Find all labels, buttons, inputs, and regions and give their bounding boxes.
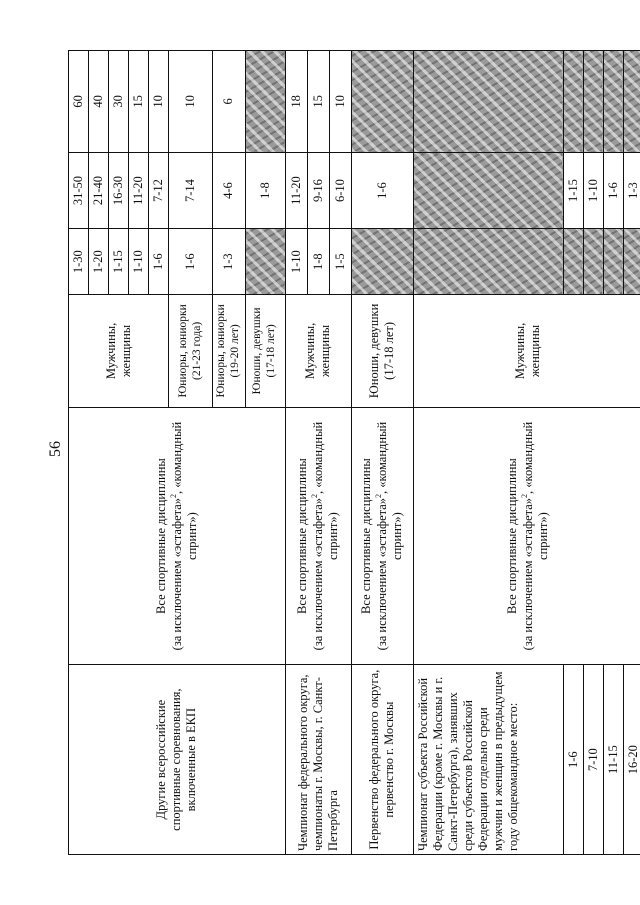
r1-row-1 (69, 51, 89, 855)
r4-place-0: 1-6 (563, 665, 583, 855)
r3-discipline-note: (за исключением «эстафета»$^2$, «командный спринт») (374, 421, 405, 651)
r4-2-c2: 1-6 (603, 152, 623, 229)
r2-discipline-note: (за исключением «эстафета»$^2$, «командный спринт») (310, 421, 341, 651)
r3-discipline (351, 407, 413, 664)
r1-discipline-title: Все спортивные дисциплины (153, 458, 168, 614)
r1-youth-c3-shaded (245, 51, 285, 153)
r1-group-men-women: Мужчины, женщины (69, 294, 169, 407)
r2-0-c2: 11-20 (285, 152, 307, 229)
page-number: 56 (47, 441, 64, 457)
r1-j19-c3: 6 (213, 51, 246, 153)
r4-head-c1-shaded (413, 229, 563, 294)
r4-discipline-title: Все спортивные дисциплины (505, 458, 520, 614)
r3-category: Первенство федерального округа, первенство г. Москвы (351, 665, 413, 855)
r1-mw-2-c3: 30 (109, 51, 129, 153)
rotated-table-container (68, 50, 640, 855)
r1-mw-3-c1: 1-10 (129, 229, 149, 294)
r4-0-c2: 1-15 (563, 152, 583, 229)
r1-youth-c1-shaded (245, 229, 285, 294)
r1-mw-0-c2: 31-50 (69, 152, 89, 229)
r2-1-c2: 9-16 (307, 152, 329, 229)
r1-mw-1-c1: 1-20 (89, 229, 109, 294)
r1-j21-c3: 10 (169, 51, 213, 153)
r1-category: Другие всероссийские спортивные соревнования, включенные в ЕКП (69, 665, 286, 855)
r1-mw-1-c2: 21-40 (89, 152, 109, 229)
r4-1-c1-shaded (583, 229, 603, 294)
r1-mw-3-c2: 11-20 (129, 152, 149, 229)
r4-1-c2: 1-10 (583, 152, 603, 229)
r2-1-c1: 1-8 (307, 229, 329, 294)
r1-mw-4-c3: 10 (149, 51, 169, 153)
qualification-table (68, 50, 640, 855)
r1-mw-0-c1: 1-30 (69, 229, 89, 294)
r1-j19-c1: 1-3 (213, 229, 246, 294)
r4-3-c3-shaded (623, 51, 640, 153)
r3-c3-shaded (351, 51, 413, 153)
r1-mw-4-c2: 7-12 (149, 152, 169, 229)
r1-discipline-note: (за исключением «эстафета»$^2$, «командный спринт») (168, 421, 199, 651)
r4-2-c1-shaded (603, 229, 623, 294)
r2-2-c3: 10 (329, 51, 351, 153)
r2-0-c3: 18 (285, 51, 307, 153)
r4-discipline-note: (за исключением «эстафета»$^2$, «командный спринт») (520, 421, 551, 651)
r4-row-header (413, 51, 563, 855)
r3-c2: 1-6 (351, 152, 413, 229)
r4-discipline (413, 407, 640, 664)
r4-group: Мужчины, женщины (413, 294, 640, 407)
r2-1-c3: 15 (307, 51, 329, 153)
r2-group: Мужчины, женщины (285, 294, 351, 407)
r2-category: Чемпионат федерального округа, чемпионаты г. Москвы, г. Санкт-Петербурга (285, 665, 351, 855)
r2-row-1 (285, 51, 307, 855)
r1-group-juniors-19-20: Юниоры, юниорки (19-20 лет) (213, 294, 246, 407)
r1-group-juniors-21-23: Юниоры, юниорки (21-23 года) (169, 294, 213, 407)
r4-category: Чемпионат субъекта Российской Федерации (кроме г. Москвы и г. Санкт-Петербурга), занявших среди субъектов Российской Федерации отдельно среди мужчин и женщин в предыдущем году общекомандное место: (413, 665, 563, 855)
r4-place-2: 11-15 (603, 665, 623, 855)
r4-1-c3-shaded (583, 51, 603, 153)
r1-mw-0-c3: 60 (69, 51, 89, 153)
r4-2-c3-shaded (603, 51, 623, 153)
r3-group: Юноши, девушки (17-18 лет) (351, 294, 413, 407)
r2-0-c1: 1-10 (285, 229, 307, 294)
r3-c1-shaded (351, 229, 413, 294)
r1-youth-c2: 1-8 (245, 152, 285, 229)
r1-discipline (69, 407, 286, 664)
r4-head-c2-shaded (413, 152, 563, 229)
r2-discipline (285, 407, 351, 664)
r1-j21-c2: 7-14 (169, 152, 213, 229)
r1-group-youth-17-18: Юноши, девушки (17-18 лет) (245, 294, 285, 407)
r4-3-c1-shaded (623, 229, 640, 294)
r4-place-1: 7-10 (583, 665, 603, 855)
r4-place-3: 16-20 (623, 665, 640, 855)
r2-2-c1: 1-5 (329, 229, 351, 294)
r2-2-c2: 6-10 (329, 152, 351, 229)
r2-discipline-title: Все спортивные дисциплины (295, 458, 310, 614)
r3-row-1 (351, 51, 413, 855)
r1-mw-1-c3: 40 (89, 51, 109, 153)
r1-j19-c2: 4-6 (213, 152, 246, 229)
r1-mw-2-c2: 16-30 (109, 152, 129, 229)
r1-j21-c1: 1-6 (169, 229, 213, 294)
r1-mw-2-c1: 1-15 (109, 229, 129, 294)
r4-3-c2: 1-3 (623, 152, 640, 229)
r4-head-c3-shaded (413, 51, 563, 153)
r4-0-c3-shaded (563, 51, 583, 153)
r1-mw-3-c3: 15 (129, 51, 149, 153)
r3-discipline-title: Все спортивные дисциплины (359, 458, 374, 614)
r1-mw-4-c1: 1-6 (149, 229, 169, 294)
r4-0-c1-shaded (563, 229, 583, 294)
